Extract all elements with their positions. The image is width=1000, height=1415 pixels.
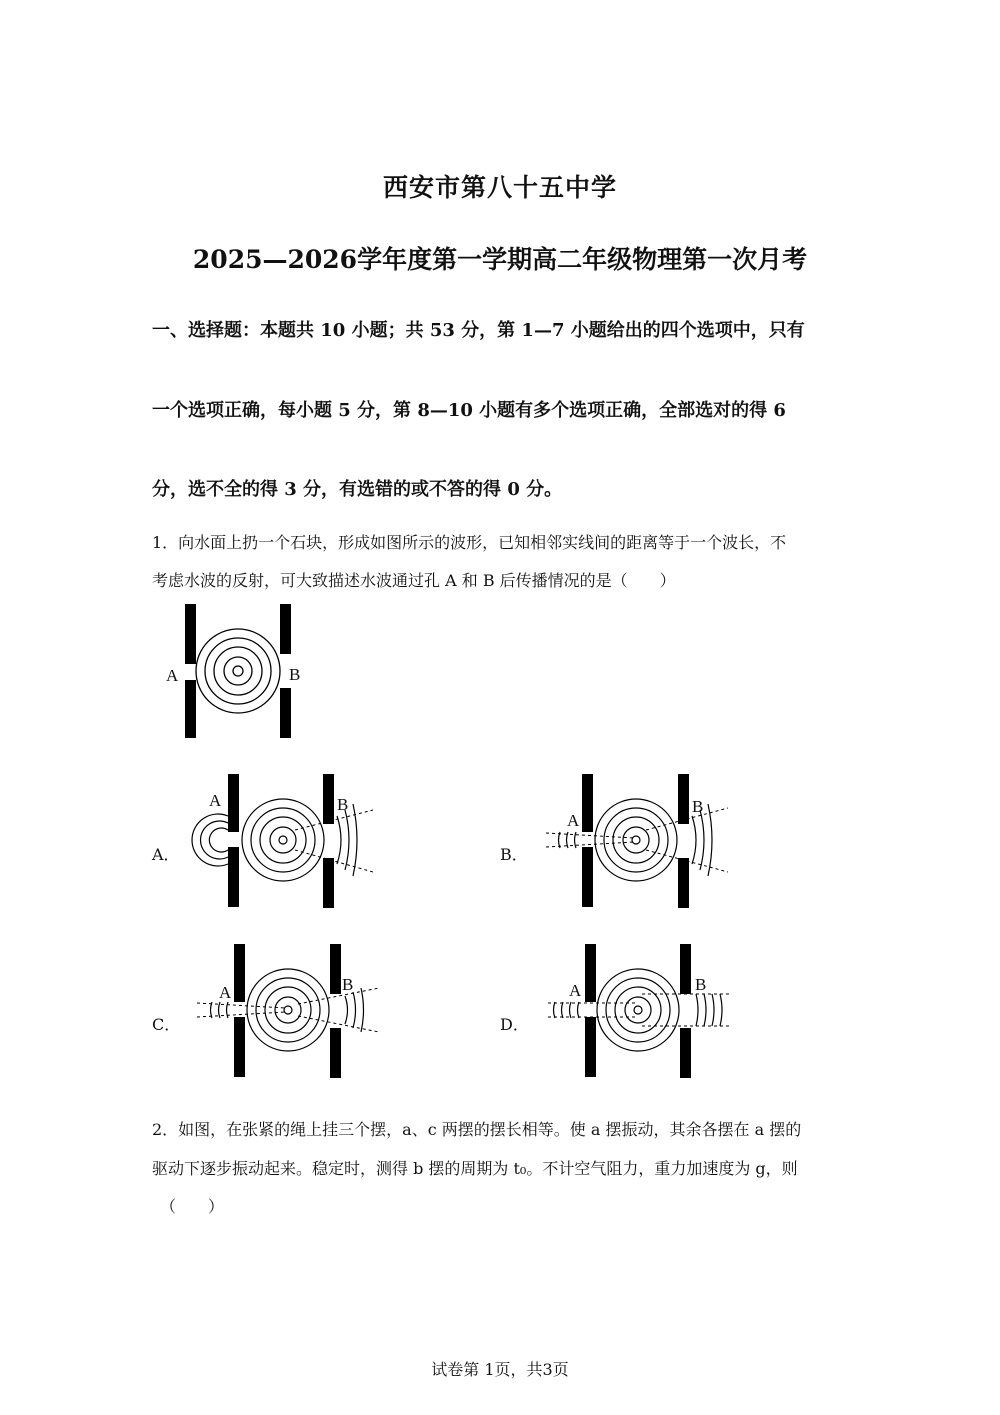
option-a-figure[interactable] (195, 772, 375, 912)
question-1-main-figure (160, 600, 320, 745)
question-2-line1: 2．如图，在张紧的绳上挂三个摆，a、c 两摆的摆长相等。使 a 摆振动，其余各摆在 a 摆的 (152, 1120, 802, 1139)
option-c-figure[interactable] (195, 942, 385, 1082)
page-footer: 试卷第 1页，共3页 (431, 1360, 569, 1379)
section-instructions-line3: 分，选不全的得 3 分，有选错的或不答的得 0 分。 (152, 479, 563, 500)
option-b-hole-a-label: A (567, 811, 580, 830)
option-c-hole-a-label: A (219, 983, 232, 1002)
question-1-line2: 考虑水波的反射，可大致描述水波通过孔 A 和 B 后传播情况的是（ ） (152, 571, 676, 590)
hole-a-label: A (166, 666, 179, 685)
option-d-figure[interactable] (542, 942, 737, 1082)
option-b-figure[interactable] (542, 772, 732, 912)
exam-title: 2025—2026学年度第一学期高二年级物理第一次月考 (192, 245, 808, 274)
option-d-label[interactable]: D． (500, 1015, 529, 1034)
option-b-label[interactable]: B． (500, 845, 528, 864)
question-2-line2: 驱动下逐步振动起来。稳定时，测得 b 摆的周期为 t₀。不计空气阻力，重力加速度为 g，则 (152, 1159, 798, 1178)
option-d-hole-a-label: A (569, 981, 582, 1000)
option-a-hole-b-label: B (337, 795, 349, 814)
question-2-answer-blank: （ ） (160, 1197, 225, 1216)
section-instructions-line1: 一、选择题：本题共 10 小题；共 53 分，第 1—7 小题给出的四个选项中，只有 (152, 320, 805, 341)
school-name: 西安市第八十五中学 (382, 173, 617, 202)
hole-b-label: B (289, 665, 301, 684)
option-d-hole-b-label: B (695, 975, 707, 994)
option-c-label[interactable]: C． (152, 1015, 181, 1034)
question-1-line1: 1．向水面上扔一个石块，形成如图所示的波形，已知相邻实线间的距离等于一个波长，不 (152, 533, 787, 552)
option-a-label[interactable]: A． (152, 845, 180, 864)
option-b-hole-b-label: B (692, 797, 704, 816)
section-instructions-line2: 一个选项正确，每小题 5 分，第 8—10 小题有多个选项正确，全部选对的得 6 (152, 400, 786, 421)
option-a-hole-a-label: A (209, 791, 222, 810)
option-c-hole-b-label: B (342, 975, 354, 994)
